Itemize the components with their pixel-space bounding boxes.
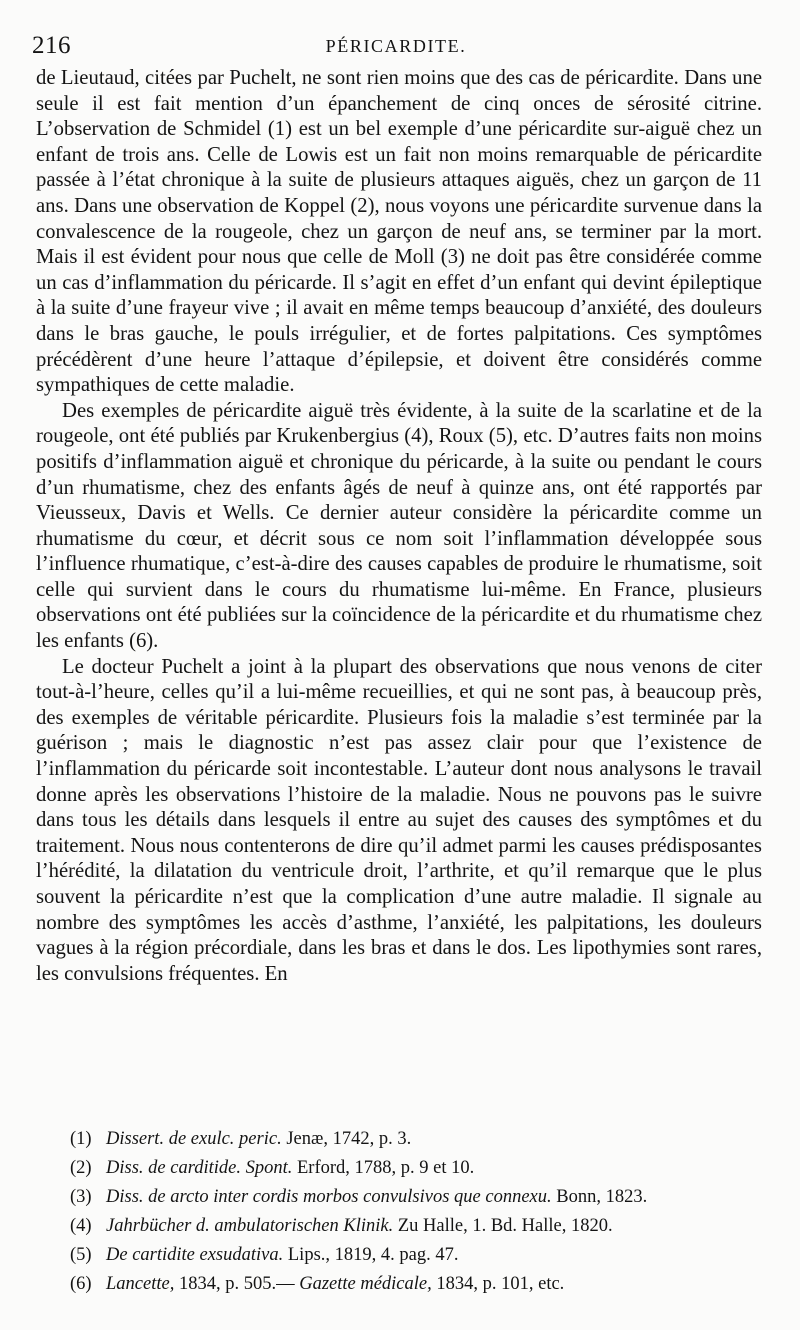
footnote-title-2: Gazette médicale, — [299, 1274, 437, 1294]
footnote-1 — [70, 1125, 770, 1154]
footnote-title: Lancette, — [106, 1274, 179, 1294]
footnote-number: (1) — [70, 1129, 92, 1149]
footnote-source: Jenæ, 1742, p. 3. — [281, 1129, 412, 1149]
footnote-6 — [70, 1270, 770, 1299]
footnote-title: Dissert. de exulc. peric. — [106, 1129, 282, 1149]
body-text — [36, 66, 762, 987]
paragraph-1: de Lieutaud, citées par Puchelt, ne sont rien moins que des cas de péricardite. Dans une seule il est fait mention d’un épanchement de cinq onces de sérosité citrine. L’observation de Schmidel (1) est un bel exemple d’une péricardite sur-aiguë chez un enfant de trois ans. Celle de Lowis est un fait non moins remarquable de péricardite passée à l’état chronique à la suite de plusieurs attaques aiguës, chez un garçon de 11 ans. Dans une observation de Koppel (2), nous voyons une péricardite survenue dans la convalescence de la rougeole, chez un garçon de neuf ans, se terminer par la mort. Mais il est évident pour nous que celle de Moll (3) ne doit pas être considérée comme un cas d’inflammation du péricarde. Il s’agit en effet d’un enfant qui devint épileptique à la suite d’une frayeur vive ; il avait en même temps beaucoup d’anxiété, des douleurs dans le bras gauche, le pouls irrégulier, et de fortes palpitations. Ces symptômes précédèrent d’une heure l’attaque d’épilepsie, et doivent être considérés comme sympathiques de cette maladie. — [36, 67, 762, 397]
footnote-title: Jahrbücher d. ambulatorischen Klinik. — [106, 1216, 394, 1236]
footnote-source: Bonn, 1823. — [551, 1187, 648, 1207]
footnote-title: De cartidite exsudativa. — [106, 1245, 284, 1265]
footnote-source: 1834, p. 505.— — [178, 1274, 300, 1294]
paragraph-3: Le docteur Puchelt a joint à la plupart des observations que nous venons de citer tout-à-l’heure, celles qu’il a lui-même recueillies, et qui ne sont pas, à beaucoup près, des exemples de véritable péricardite. Plusieurs fois la maladie s’est terminée par la guérison ; mais le diagnostic n’est pas assez clair pour que l’existence de l’inflammation du péricarde soit incontestable. L’auteur dont nous analysons le travail donne après les observations l’histoire de la maladie. Nous ne pouvons pas le suivre dans tous les détails dans lesquels il entre au sujet des causes des symptômes et du traitement. Nous nous contenterons de dire qu’il admet parmi les causes prédisposantes l’hérédité, la dilatation du ventricule droit, l’arthrite, et qu’il remarque que le plus souvent la péricardite n’est que la complication d’une autre maladie. Il signale au nombre des symptômes les accès d’asthme, l’anxiété, les palpitations, les douleurs vagues à la région précordiale, dans les bras et dans le dos. Les lipothymies sont rares, les convulsions fréquentes. En — [36, 655, 762, 985]
paragraph-2: Des exemples de péricardite aiguë très évidente, à la suite de la scarlatine et de la rougeole, ont été publiés par Krukenbergius (4), Roux (5), etc. D’autres faits non moins positifs d’inflammation aiguë et chronique du péricarde, à la suite ou pendant le cours d’un rhumatisme, chez des enfants âgés de neuf à quinze ans, ont été rapportés par Vieusseux, Davis et Wells. Ce dernier auteur considère la péricardite comme un rhumatisme du cœur, et décrit sous ce nom soit l’inflammation développée sous l’influence rhumatique, c’est-à-dire des causes capables de produire le rhumatisme, soit celle qui survient dans le cours du rhumatisme lui-même. En France, plusieurs observations ont été publiées sur la coïncidence de la péricardite et du rhumatisme chez les enfants (6). — [36, 399, 762, 653]
footnote-number: (4) — [70, 1216, 92, 1236]
page-header — [32, 30, 760, 64]
footnote-number: (6) — [70, 1274, 92, 1294]
footnote-source: Zu Halle, 1. Bd. Halle, 1820. — [393, 1216, 613, 1236]
footnote-number: (3) — [70, 1187, 92, 1207]
running-head: PÉRICARDITE. — [325, 36, 467, 56]
footnote-number: (5) — [70, 1245, 92, 1265]
footnote-3 — [70, 1183, 770, 1212]
footnotes — [70, 1125, 770, 1299]
page-number: 216 — [32, 32, 71, 59]
footnote-4 — [70, 1212, 770, 1241]
footnote-title: Diss. de carditide. Spont. — [106, 1158, 293, 1178]
footnote-number: (2) — [70, 1158, 92, 1178]
footnote-source: Lips., 1819, 4. pag. 47. — [283, 1245, 459, 1265]
footnote-source: Erford, 1788, p. 9 et 10. — [292, 1158, 475, 1178]
footnote-source-2: 1834, p. 101, etc. — [436, 1274, 565, 1294]
footnote-title: Diss. de arcto inter cordis morbos convulsivos que connexu. — [106, 1187, 552, 1207]
footnote-2 — [70, 1154, 770, 1183]
footnote-5 — [70, 1241, 770, 1270]
